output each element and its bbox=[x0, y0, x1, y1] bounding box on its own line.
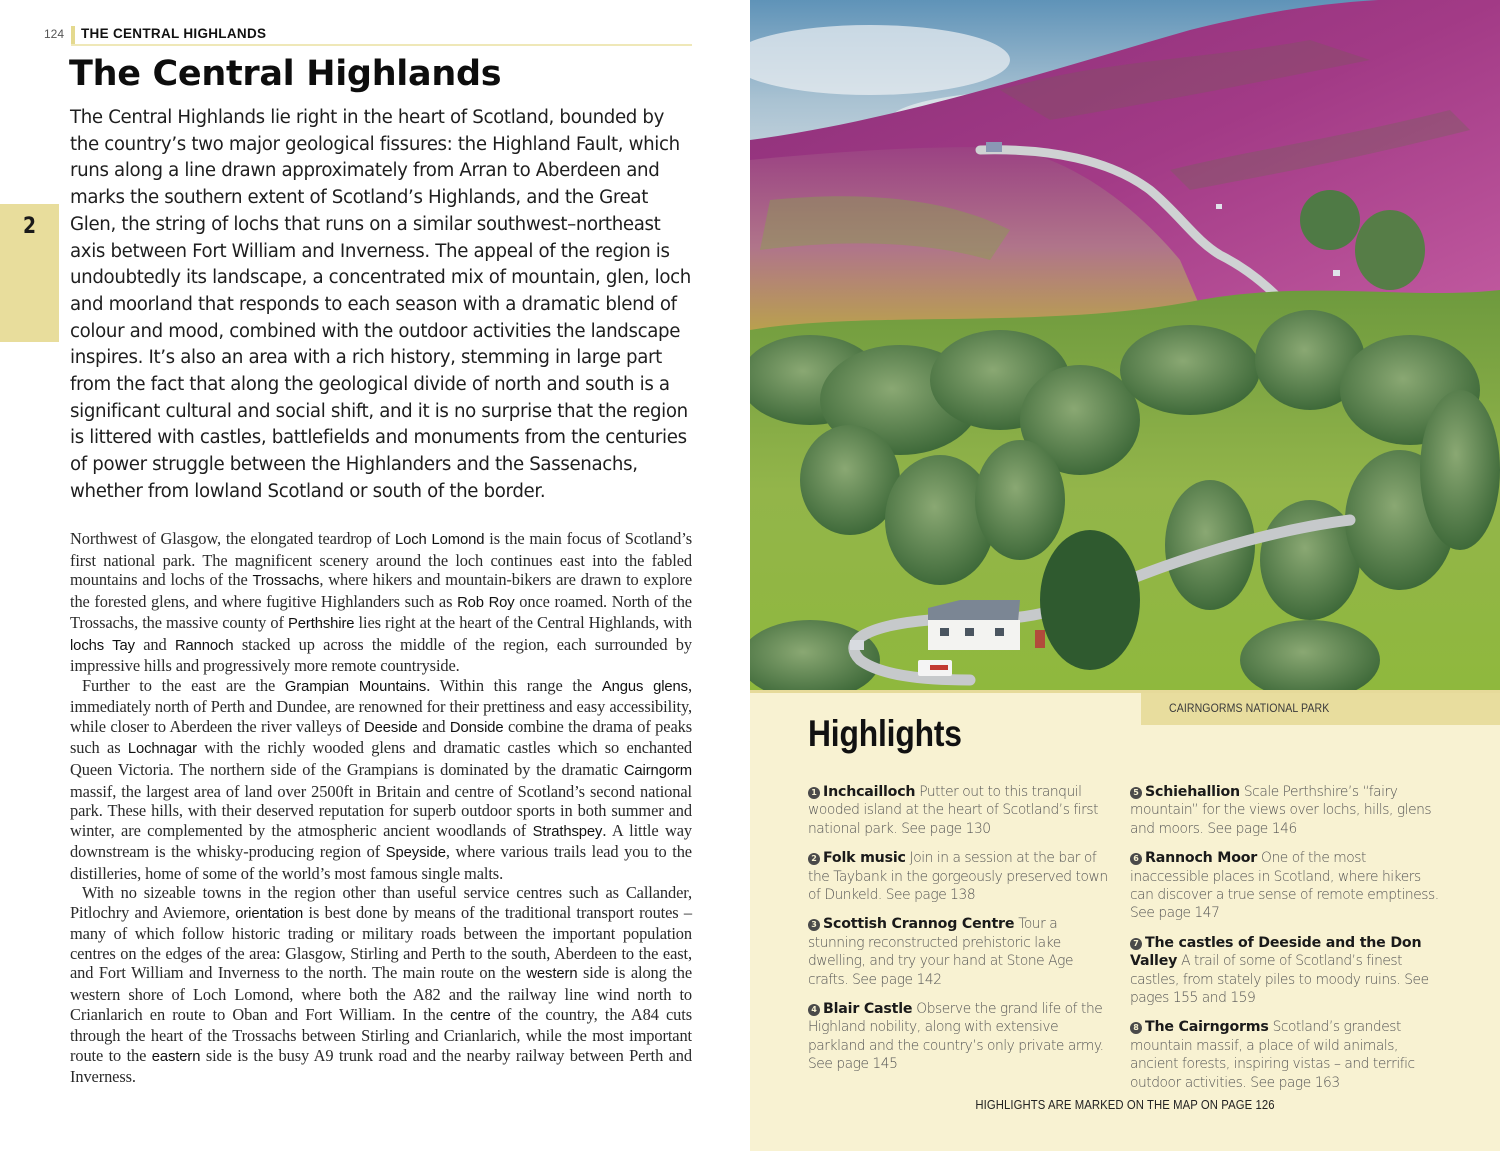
highlight-name: Folk music bbox=[823, 850, 906, 867]
place-name: eastern bbox=[151, 1048, 201, 1065]
running-head-accent-bar bbox=[71, 26, 75, 44]
chapter-number: 2 bbox=[22, 214, 37, 239]
highlights-map-note bbox=[750, 1097, 1500, 1112]
highlight-desc: Putter out to this tranquil wooded island at the heart of Scotland’s first national park. See page 130 bbox=[808, 784, 1099, 837]
highlight-item bbox=[1130, 1018, 1440, 1092]
highlight-desc: Tour a stunning reconstructed prehistoric lake dwelling, and try your hand at Stone Age crafts. See page 142 bbox=[808, 916, 1073, 988]
running-head-rule bbox=[71, 44, 692, 46]
highlight-item bbox=[808, 915, 1108, 989]
highlights-column-2 bbox=[1130, 783, 1440, 1103]
place-name: orientation bbox=[235, 905, 304, 922]
number-circle-icon: 7 bbox=[1130, 938, 1142, 950]
photo-caption: CAIRNGORMS NATIONAL PARK bbox=[1169, 701, 1330, 715]
place-name: Cairngorm bbox=[623, 763, 692, 780]
body-paragraph: Northwest of Glasgow, the elongated teardrop of Loch Lomond is the main focus of Scotland’s first national park. The magnificent scenery around the loch continues east into the fabled mountains and lochs of the Trossachs, where hikers and mountain-bikers are drawn to explore the forested glens, and where fugitive Highlanders such as Rob Roy once roamed. North of the Trossachs, the massive county of Perthshire lies right at the heart of the Central Highlands, with lochs Tay and Rannoch stacked up across the middle of the region, each surrounded by impressive hills and progressively more remote countryside. bbox=[70, 529, 692, 676]
place-name: Rob Roy bbox=[457, 594, 515, 611]
running-head-title: THE CENTRAL HIGHLANDS bbox=[81, 26, 267, 41]
number-circle-icon: 6 bbox=[1130, 853, 1142, 865]
number-circle-icon: 3 bbox=[808, 919, 820, 931]
place-name: Donside bbox=[449, 719, 504, 736]
highlight-desc: Observe the grand life of the Highland nobility, along with extensive parkland and the country’s only private army. See page 145 bbox=[808, 1001, 1104, 1073]
page-number: 124 bbox=[44, 27, 65, 41]
highlight-item bbox=[808, 783, 1108, 838]
body-text bbox=[70, 529, 692, 1087]
highlight-name: Blair Castle bbox=[823, 1001, 913, 1018]
number-circle-icon: 2 bbox=[808, 853, 820, 865]
place-name: Deeside bbox=[364, 719, 418, 736]
highlights-column-1 bbox=[808, 783, 1108, 1085]
number-circle-icon: 5 bbox=[1130, 787, 1142, 799]
highlight-desc: A trail of some of Scotland’s finest castles, from stately piles to moody ruins. See pages 155 and 159 bbox=[1130, 953, 1429, 1007]
highlight-item bbox=[808, 1000, 1108, 1074]
number-circle-icon: 1 bbox=[808, 787, 820, 799]
highlight-name: Scottish Crannog Centre bbox=[823, 916, 1015, 933]
number-circle-icon: 4 bbox=[808, 1004, 820, 1016]
heather-hillside-illustration bbox=[750, 0, 1500, 690]
right-page bbox=[750, 0, 1500, 1151]
chapter-title: The Central Highlands bbox=[69, 54, 502, 94]
place-name: Perthshire bbox=[287, 616, 355, 633]
place-name: lochs Tay bbox=[70, 637, 135, 654]
highlight-name: The Cairngorms bbox=[1145, 1019, 1269, 1036]
place-name: Grampian Mountains bbox=[284, 678, 427, 695]
place-name: Lochnagar bbox=[127, 741, 197, 758]
highlight-desc: Scotland’s grandest mountain massif, a place of wild animals, ancient forests, inspiring vistas – and terrific outdoor activities. See page 163 bbox=[1130, 1019, 1415, 1091]
landscape-photo bbox=[750, 0, 1500, 690]
place-name: western bbox=[526, 966, 578, 983]
highlight-item bbox=[1130, 849, 1440, 923]
highlight-item bbox=[1130, 934, 1440, 1008]
place-name: Loch Lomond bbox=[394, 532, 485, 548]
highlight-item bbox=[1130, 783, 1440, 838]
place-name: Trossachs bbox=[252, 573, 320, 590]
highlights-map-note-text: HIGHLIGHTS ARE MARKED ON THE MAP ON PAGE 126 bbox=[975, 1097, 1275, 1112]
place-name: Strathspey bbox=[532, 823, 603, 840]
highlight-name: The castles of Deeside and the Don Valley bbox=[1130, 934, 1422, 970]
place-name: Rannoch bbox=[174, 637, 234, 654]
highlight-desc: One of the most inaccessible places in Scotland, where hikers can discover a true sense of remote emptiness. See page 147 bbox=[1130, 850, 1439, 922]
body-paragraph: With no sizeable towns in the region other than useful service centres such as Callander, Pitlochry and Aviemore, orientation is best done by means of the traditional transport routes – many of which follow historic trading or military roads between the important population centres on the edges of the area: Glasgow, Stirling and Perth to the south, Aberdeen to the east, and Fort William and Inverness to the north. The main route on the western side is along the western shore of Loch Lomond, where both the A82 and the railway line wind north to Crianlarich en route to Oban and Fort William. In the centre of the country, the A84 cuts through the heart of the Trossachs between Stirling and Crianlarich, while the most important route to the eastern side is the busy A9 trunk road and the nearby railway between Perth and Inverness. bbox=[70, 883, 693, 1087]
highlight-desc: Join in a session at the bar of the Taybank in the gorgeously preserved town of Dunkeld. See page 138 bbox=[808, 850, 1108, 904]
photo-caption-band bbox=[1141, 693, 1500, 725]
number-circle-icon: 8 bbox=[1130, 1022, 1142, 1034]
highlight-desc: Scale Perthshire’s “fairy mountain” for the views over lochs, hills, glens and moors. See page 146 bbox=[1130, 784, 1432, 837]
highlights-title: Highlights bbox=[808, 713, 962, 754]
highlight-name: Inchcailloch bbox=[823, 784, 916, 800]
highlight-name: Rannoch Moor bbox=[1145, 850, 1258, 867]
place-name: Speyside bbox=[385, 845, 446, 862]
highlight-name: Schiehallion bbox=[1145, 784, 1240, 800]
body-paragraph: Further to the east are the Grampian Mountains. Within this range the Angus glens, immediately north of Perth and Dundee, are renowned for their prettiness and easy accessibility, while closer to Aberdeen the river valleys of Deeside and Donside combine the drama of peaks such as Lochnagar with the richly wooded glens and dramatic castles which so enchanted Queen Victoria. The northern side of the Grampians is dominated by the dramatic Cairngorm massif, the largest area of land over 2500ft in Britain and centre of Scotland’s second national park. These hills, with their deserved reputation for superb outdoor sports in both summer and winter, are complemented by the atmospheric ancient woodlands of Strathspey. A little way downstream is the whisky-producing region of Speyside, where various trails lead you to the distilleries, home of some of the world’s most famous single malts. bbox=[70, 675, 692, 883]
place-name: Angus glens bbox=[601, 678, 688, 695]
place-name: centre bbox=[450, 1007, 491, 1024]
highlight-item bbox=[808, 849, 1108, 904]
running-head bbox=[44, 26, 692, 46]
chapter-tab bbox=[0, 204, 59, 342]
intro-paragraph: The Central Highlands lie right in the heart of Scotland, bounded by the country’s two major geological fissures: the Highland Fault, which runs along a line drawn approximately from Arran to Aberdeen and marks the southern extent of Scotland’s Highlands, and the Great Glen, the string of lochs that runs on a similar southwest–northeast axis between Fort William and Inverness. The appeal of the region is undoubtedly its landscape, a concentrated mix of mountain, glen, loch and moorland that responds to each season with a dramatic blend of colour and mood, combined with the outdoor activities the landscape inspires. It’s also an area with a rich history, stemming in large part from the fact that along the geological divide of north and south is a significant cultural and social shift, and it is no surprise that the region is littered with castles, battlefields and monuments from the centuries of power struggle between the Highlanders and the Sassenachs, whether from lowland Scotland or south of the border. bbox=[70, 107, 691, 502]
